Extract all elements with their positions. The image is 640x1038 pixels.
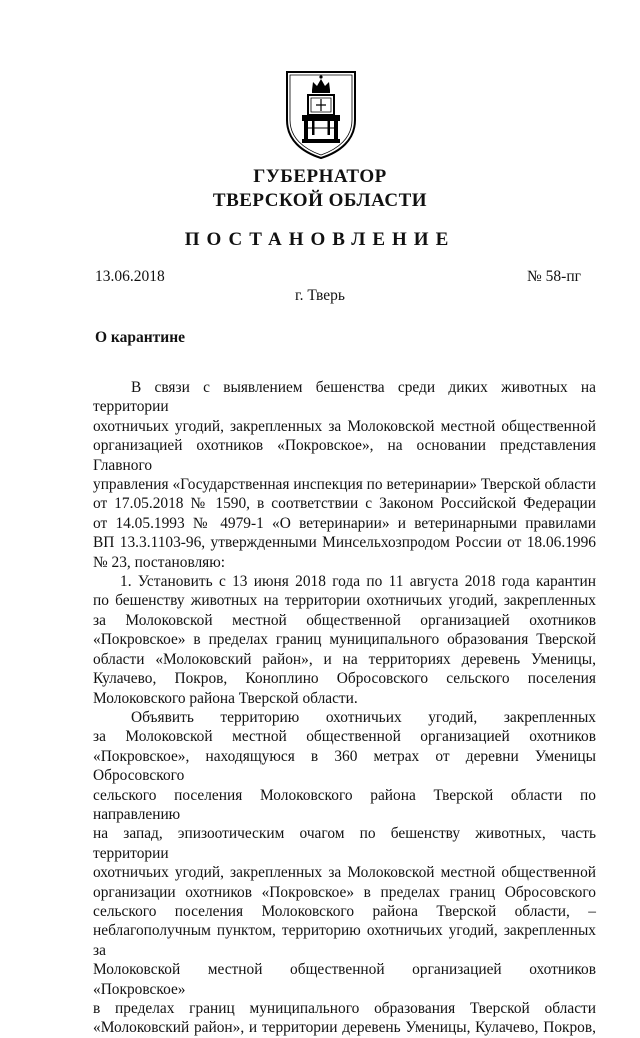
- body-line: за Молоковской местной общественной организацией охотников: [93, 611, 596, 629]
- issuer-title-line-1: ГУБЕРНАТОР: [253, 166, 387, 187]
- body-line: № 23, постановляю:: [93, 553, 226, 571]
- body-line: управления «Государственная инспекция по ветеринарии» Тверской области: [93, 476, 596, 494]
- body-line: от 14.05.1993 № 4979-1 «О ветеринарии» и ветеринарными правилами: [93, 514, 596, 532]
- body-line: Молоковского района Тверской области.: [93, 689, 358, 707]
- body-line: сельского поселения Молоковского района Тверской области по направлению: [93, 786, 596, 823]
- body-line: организации охотников «Покровское» в пределах границ Обросовского: [93, 883, 596, 901]
- body-line: в пределах границ муниципального образования Тверской области: [93, 1000, 596, 1017]
- body-line: по бешенству животных на территории охотничьих угодий, закрепленных: [93, 592, 596, 610]
- body-line: охотничьих угодий, закрепленных за Молоковской местной общественной: [93, 864, 596, 882]
- body-line: сельского поселения Молоковского района Тверской области, –: [93, 902, 596, 920]
- body-line: от 17.05.2018 № 1590, в соответствии с Законом Российской Федерации: [93, 495, 596, 513]
- document-subject: О карантине: [95, 329, 186, 346]
- body-line: области «Молоковский район», и на территориях деревень Уменицы,: [93, 650, 596, 668]
- document-city: г. Тверь: [295, 287, 345, 304]
- body-line: «Молоковский район», и территории деревень Уменицы, Кулачево, Покров,: [93, 1019, 596, 1037]
- body-line: за Молоковской местной общественной организацией охотников: [93, 728, 596, 746]
- document-date: 13.06.2018: [95, 268, 165, 285]
- body-line: «Покровское», находящуюся в 360 метрах от деревни Уменицы Обросовского: [93, 747, 596, 785]
- document-type-heading: ПОСТАНОВЛЕНИЕ: [184, 229, 456, 250]
- body-line: В связи с выявлением бешенства среди диких животных на территории: [93, 379, 596, 416]
- body-line: «Покровское» в пределах границ муниципального образования Тверской: [93, 631, 596, 649]
- body-line: ВП 13.3.1103-96, утвержденными Минсельхозпродом России от 18.06.1996: [93, 534, 596, 552]
- body-line: 1. Установить с 13 июня 2018 года по 11 августа 2018 года карантин: [120, 573, 596, 591]
- coat-of-arms-emblem: [282, 68, 360, 160]
- issuer-title-line-2: ТВЕРСКОЙ ОБЛАСТИ: [212, 190, 428, 211]
- body-line: организацией охотников «Покровское», на основании представления Главного: [93, 437, 596, 474]
- body-line: Молоковской местной общественной организацией охотников «Покровское»: [93, 961, 596, 998]
- body-line: на запад, эпизоотическим очагом по бешенству животных, часть территории: [93, 825, 596, 862]
- document-number: № 58-пг: [527, 268, 581, 285]
- body-line: Кулачево, Покров, Коноплино Обросовского сельского поселения: [93, 670, 596, 688]
- body-line: охотничьих угодий, закрепленных за Молоковской местной общественной: [93, 417, 596, 435]
- document-body: [93, 378, 596, 1038]
- body-line: неблагополучным пунктом, территорию охотничьих угодий, закрепленных за: [93, 922, 596, 959]
- body-line: Объявить территорию охотничьих угодий, закрепленных: [131, 708, 596, 726]
